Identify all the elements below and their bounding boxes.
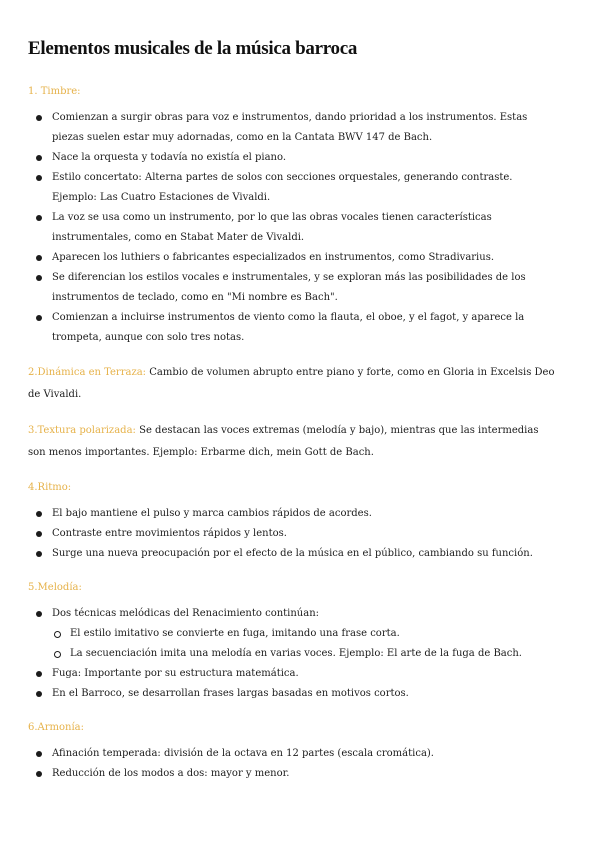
list-item: Comienzan a surgir obras para voz e instrumentos, dando prioridad a los instrumentos. Estas piezas suelen estar muy adornadas, como en la Cantata BWV 147 de Bach.	[52, 108, 556, 148]
section-heading-armonia: 6.Armonía:	[28, 722, 85, 733]
dinamica-text: Cambio de volumen abrupto entre piano y forte, como en Gloria in Excelsis Deo de Vivaldi.	[28, 367, 555, 400]
section-ritmo	[28, 478, 556, 564]
list-item: Aparecen los luthiers o fabricantes especializados en instrumentos, como Stradivarius.	[52, 248, 556, 268]
textura-paragraph	[28, 420, 556, 464]
section-melodia	[28, 578, 556, 704]
list-item-text: Dos técnicas melódicas del Renacimiento continúan:	[52, 608, 320, 619]
page-title: Elementos musicales de la música barroca	[28, 38, 358, 59]
section-armonia	[28, 718, 556, 784]
ritmo-list	[28, 504, 556, 564]
list-item: Reducción de los modos a dos: mayor y menor.	[52, 764, 556, 784]
melodia-sublist	[52, 624, 556, 664]
timbre-list	[28, 108, 556, 348]
list-item: Afinación temperada: división de la octava en 12 partes (escala cromática).	[52, 744, 556, 764]
list-item	[52, 604, 556, 664]
melodia-list	[28, 604, 556, 704]
textura-text: Se destacan las voces extremas (melodía y bajo), mientras que las intermedias son menos importantes. Ejemplo: Erbarme dich, mein Gott de Bach.	[28, 425, 539, 458]
section-heading-ritmo: 4.Ritmo:	[28, 482, 72, 493]
section-dinamica	[28, 362, 556, 406]
list-item: Surge una nueva preocupación por el efecto de la música en el público, cambiando su función.	[52, 544, 556, 564]
list-item: En el Barroco, se desarrollan frases largas basadas en motivos cortos.	[52, 684, 556, 704]
section-timbre	[28, 82, 556, 348]
dinamica-paragraph	[28, 362, 556, 406]
sub-list-item: La secuenciación imita una melodía en varias voces. Ejemplo: El arte de la fuga de Bach.	[70, 644, 556, 664]
list-item: Se diferencian los estilos vocales e instrumentales, y se exploran más las posibilidades de los instrumentos de teclado, como en "Mi nombre es Bach".	[52, 268, 556, 308]
list-item: Estilo concertato: Alterna partes de solos con secciones orquestales, generando contraste. Ejemplo: Las Cuatro Estaciones de Vivaldi.	[52, 168, 556, 208]
section-heading-timbre: 1. Timbre:	[28, 86, 81, 97]
section-heading-dinamica: 2.Dinámica en Terraza:	[28, 367, 147, 378]
section-textura	[28, 420, 556, 464]
list-item: Fuga: Importante por su estructura matemática.	[52, 664, 556, 684]
list-item: Contraste entre movimientos rápidos y lentos.	[52, 524, 556, 544]
section-heading-melodia: 5.Melodía:	[28, 582, 82, 593]
armonia-list	[28, 744, 556, 784]
section-heading-textura: 3.Textura polarizada:	[28, 425, 136, 436]
sub-list-item: El estilo imitativo se convierte en fuga, imitando una frase corta.	[70, 624, 556, 644]
list-item: Nace la orquesta y todavía no existía el piano.	[52, 148, 556, 168]
list-item: Comienzan a incluirse instrumentos de viento como la flauta, el oboe, y el fagot, y aparece la trompeta, aunque con solo tres notas.	[52, 308, 556, 348]
list-item: La voz se usa como un instrumento, por lo que las obras vocales tienen características instrumentales, como en Stabat Mater de Vivaldi.	[52, 208, 556, 248]
list-item: El bajo mantiene el pulso y marca cambios rápidos de acordes.	[52, 504, 556, 524]
